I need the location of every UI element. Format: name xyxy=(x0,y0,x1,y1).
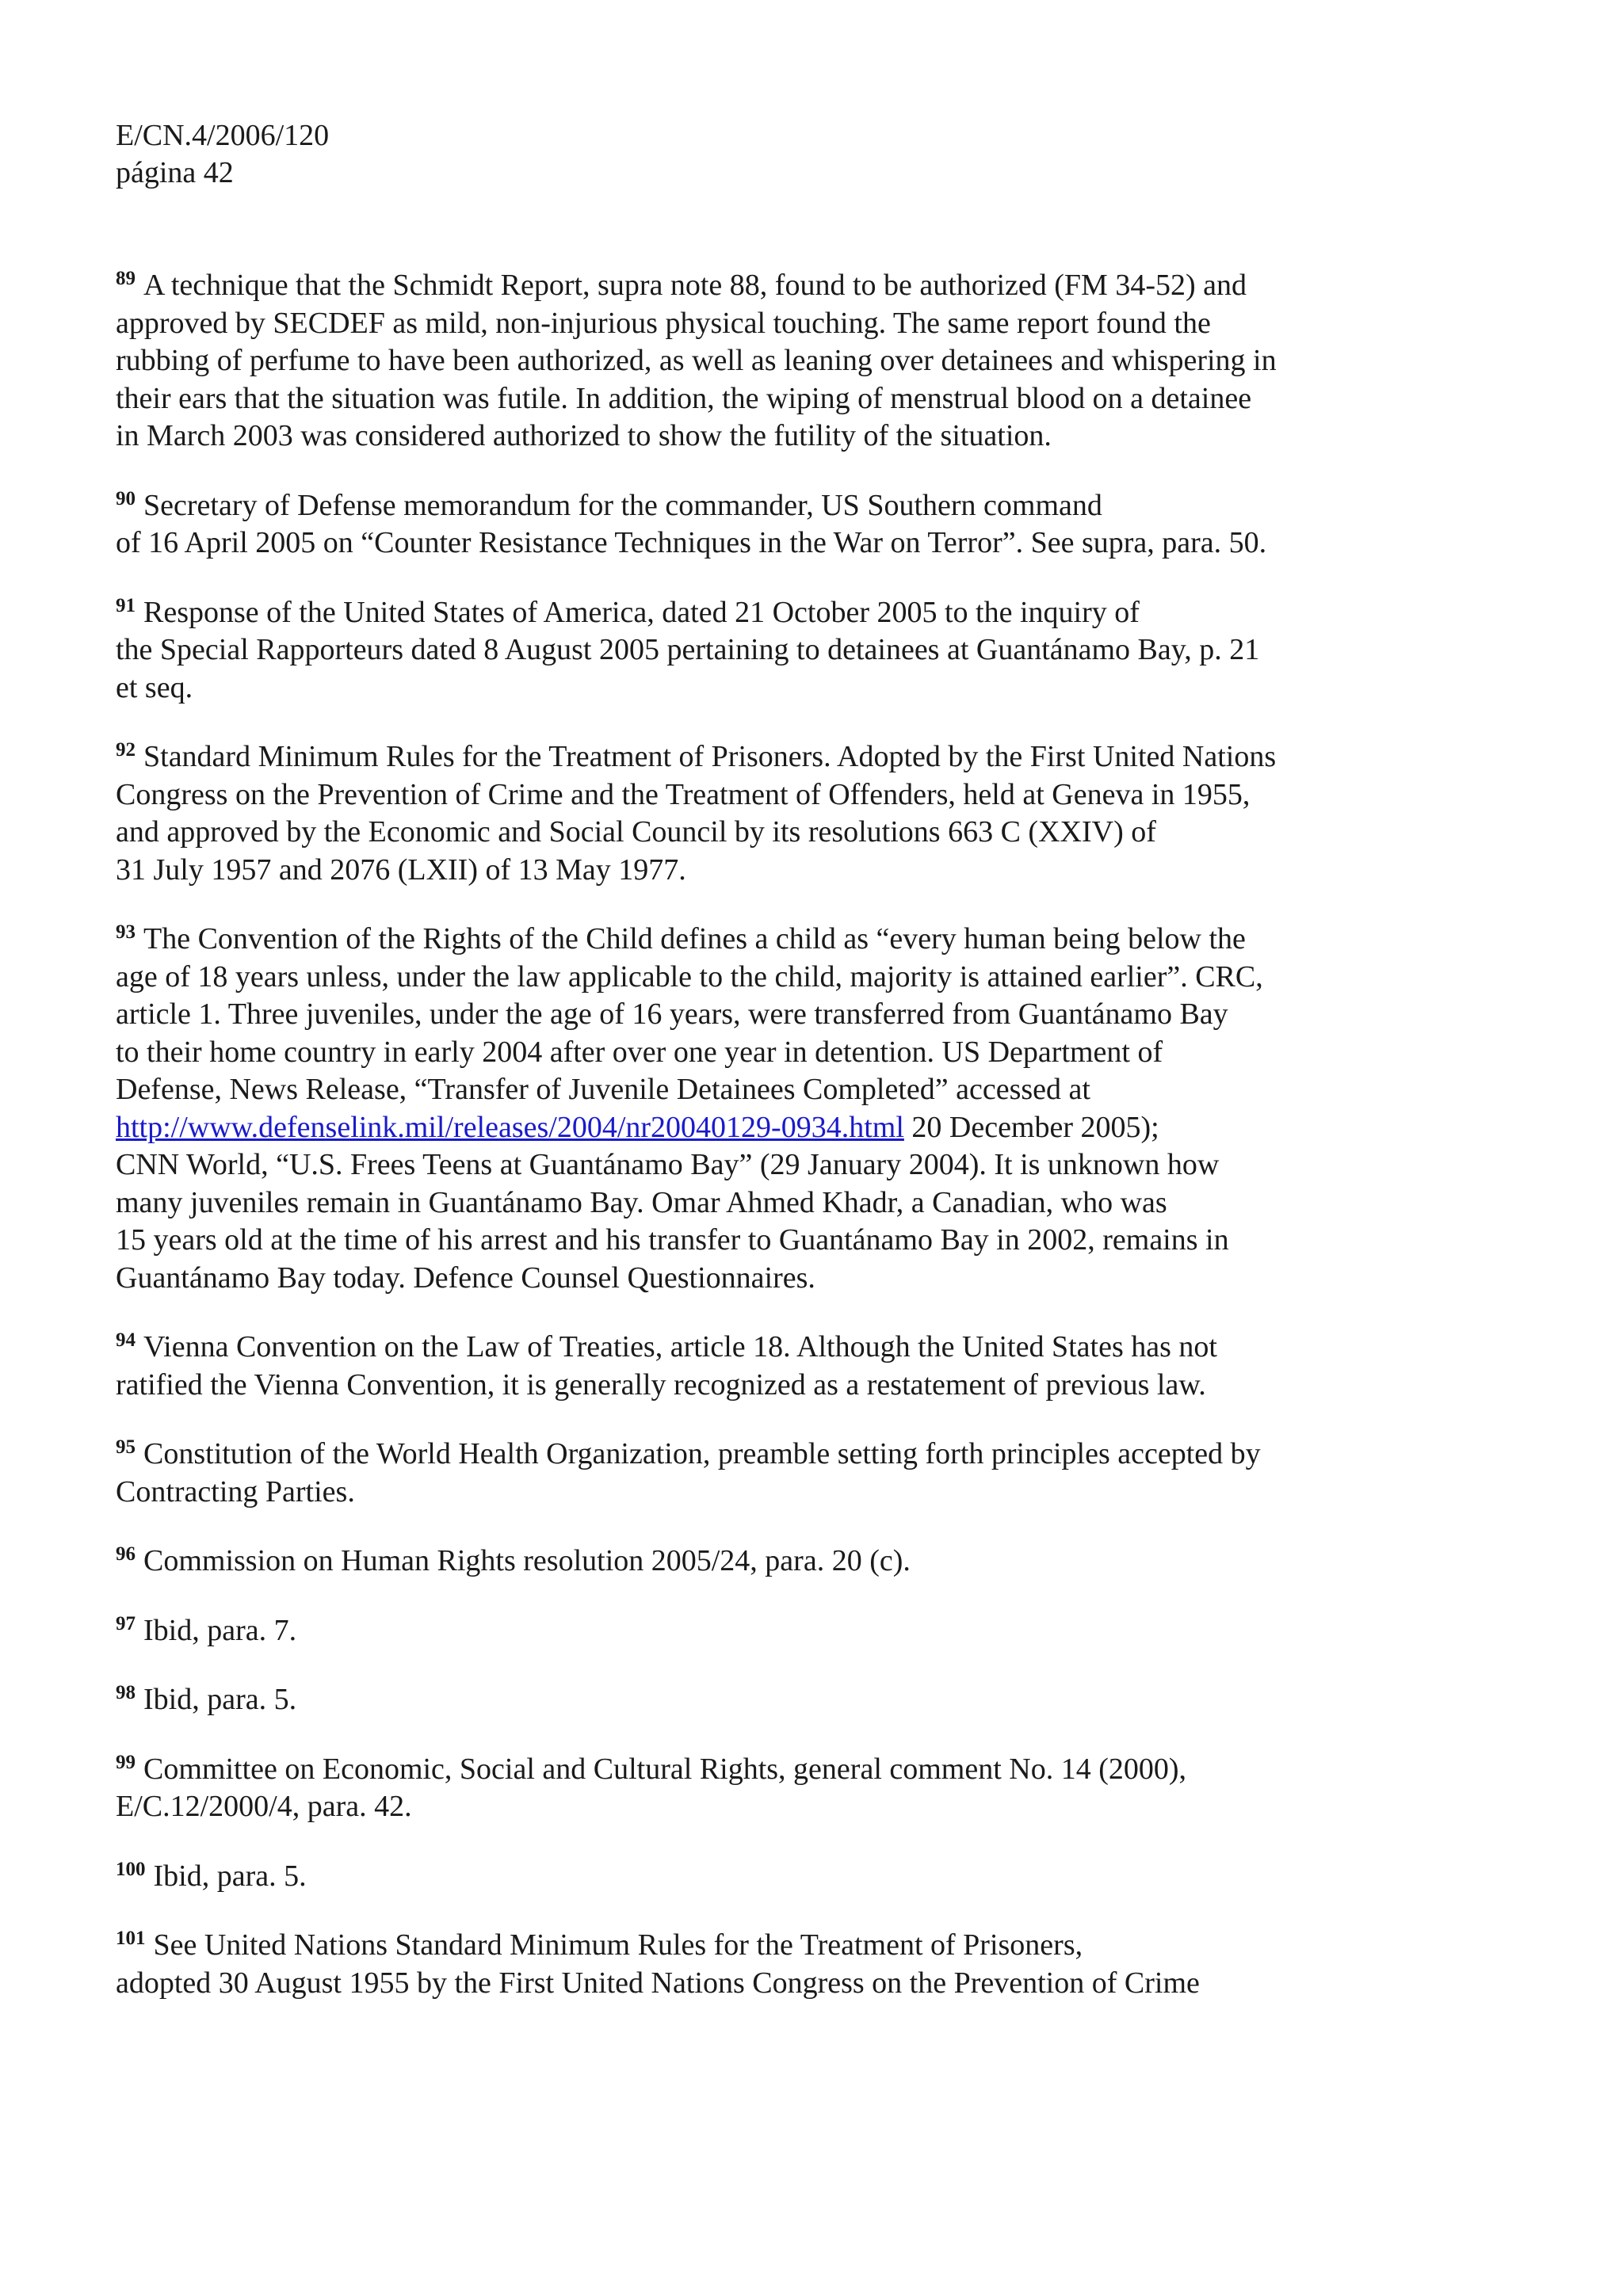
footnote-line: approved by SECDEF as mild, non-injurious physical touching. The same report found the xyxy=(116,306,1211,340)
footnote-number: 93 xyxy=(116,921,136,943)
footnote-line: adopted 30 August 1955 by the First United Nations Congress on the Prevention of Crime xyxy=(116,1966,1200,2000)
footnote-line: Defense, News Release, “Transfer of Juvenile Detainees Completed” accessed at xyxy=(116,1073,1090,1106)
footnote-94 xyxy=(116,1329,1400,1404)
footnote-line: age of 18 years unless, under the law applicable to the child, majority is attained earlier”. CRC, xyxy=(116,959,1263,994)
footnote-number: 90 xyxy=(116,487,136,509)
footnote-line: CNN World, “U.S. Frees Teens at Guantánamo Bay” (29 January 2004). It is unknown how xyxy=(116,1148,1220,1181)
footnote-99 xyxy=(116,1751,1400,1826)
footnote-line: of 16 April 2005 on “Counter Resistance Techniques in the War on Terror”. See supra, para. 50. xyxy=(116,526,1267,559)
footnote-98 xyxy=(116,1681,1400,1719)
footnote-line: in March 2003 was considered authorized to show the futility of the situation. xyxy=(116,419,1052,452)
footnote-line: 31 July 1957 and 2076 (LXII) of 13 May 1977. xyxy=(116,852,686,887)
footnote-89 xyxy=(116,267,1400,456)
footnote-number: 98 xyxy=(116,1682,136,1703)
footnote-number: 101 xyxy=(116,1928,146,1949)
footnote-line: $^{91}$ Response of the United States of America, dated 21 October 2005 to the inquiry of xyxy=(116,594,1140,629)
footnote-97 xyxy=(116,1612,1400,1650)
page-header xyxy=(116,117,329,192)
footnote-101 xyxy=(116,1927,1400,2002)
footnote-number: 92 xyxy=(116,739,136,761)
footnote-line: ratified the Vienna Convention, it is generally recognized as a restatement of previous law. xyxy=(116,1367,1206,1402)
footnote-line: article 1. Three juveniles, under the age of 16 years, were transferred from Guantánamo Bay xyxy=(116,997,1228,1031)
footnote-line: their ears that the situation was futile. In addition, the wiping of menstrual blood on a detainee xyxy=(116,381,1252,415)
footnote-line: Guantánamo Bay today. Defence Counsel Questionnaires. xyxy=(116,1261,815,1295)
document-symbol: E/CN.4/2006/120 xyxy=(116,119,330,152)
footnote-number: 97 xyxy=(116,1612,136,1634)
footnote-line: $^{90}$ Secretary of Defense memorandum for the commander, US Southern command xyxy=(116,487,1102,522)
footnote-number: 100 xyxy=(116,1858,146,1880)
footnote-number: 89 xyxy=(116,268,136,289)
footnote-line: $^{98}$ Ibid, para. 5. xyxy=(116,1682,297,1716)
footnote-line: $^{93}$ The Convention of the Rights of the Child defines a child as “every human being below the xyxy=(116,921,1246,955)
footnote-line: to their home country in early 2004 after over one year in detention. US Department of xyxy=(116,1035,1163,1069)
footnote-line: 15 years old at the time of his arrest and his transfer to Guantánamo Bay in 2002, remains in xyxy=(116,1223,1229,1257)
footnote-line: $^{99}$ Committee on Economic, Social and Cultural Rights, general comment No. 14 (2000), xyxy=(116,1751,1187,1786)
footnote-90 xyxy=(116,487,1400,563)
footnote-line: Congress on the Prevention of Crime and the Treatment of Offenders, held at Geneva in 1955, xyxy=(116,777,1251,811)
footnote-line: $^{92}$ Standard Minimum Rules for the Treatment of Prisoners. Adopted by the First United Nations xyxy=(116,739,1277,773)
footnote-line: $^{101}$ See United Nations Standard Minimum Rules for the Treatment of Prisoners, xyxy=(116,1928,1083,1962)
footnote-line: $^{97}$ Ibid, para. 7. xyxy=(116,1612,297,1647)
footnote-line: the Special Rapporteurs dated 8 August 2005 pertaining to detainees at Guantánamo Bay, p. 21 xyxy=(116,633,1260,666)
footnote-91 xyxy=(116,594,1400,707)
footnotes-list xyxy=(116,267,1400,2034)
page-number: página 42 xyxy=(116,156,234,189)
footnote-number: 99 xyxy=(116,1751,136,1773)
footnote-number: 95 xyxy=(116,1436,136,1458)
footnote-line: many juveniles remain in Guantánamo Bay. Omar Ahmed Khadr, a Canadian, who was xyxy=(116,1185,1167,1219)
footnote-line: et seq. xyxy=(116,670,193,704)
link-suffix-text: 20 December 2005); xyxy=(903,1110,1159,1144)
footnote-line xyxy=(116,1109,1400,1147)
footnote-line: E/C.12/2000/4, para. 42. xyxy=(116,1790,412,1823)
footnote-line: $^{95}$ Constitution of the World Health Organization, preamble setting forth principles accepted by xyxy=(116,1436,1261,1470)
footnote-96 xyxy=(116,1543,1400,1581)
footnote-92 xyxy=(116,738,1400,889)
footnote-line: $^{100}$ Ibid, para. 5. xyxy=(116,1858,307,1893)
footnote-line: $^{89}$ A technique that the Schmidt Report, supra note 88, found to be authorized (FM 34-52) and xyxy=(116,268,1247,302)
footnote-100 xyxy=(116,1858,1400,1896)
footnote-95 xyxy=(116,1436,1400,1511)
footnote-number: 94 xyxy=(116,1329,136,1351)
footnote-number: 91 xyxy=(116,594,136,616)
footnote-line: $^{96}$ Commission on Human Rights resolution 2005/24, para. 20 (c). xyxy=(116,1543,911,1577)
footnote-number: 96 xyxy=(116,1543,136,1565)
footnote-93 xyxy=(116,921,1400,1297)
defenselink-url-link[interactable]: http://www.defenselink.mil/releases/2004/nr20040129-0934.html xyxy=(116,1110,904,1144)
footnote-line: Contracting Parties. xyxy=(116,1474,355,1508)
footnote-line: and approved by the Economic and Social Council by its resolutions 663 C (XXIV) of xyxy=(116,815,1156,849)
footnote-line: rubbing of perfume to have been authorized, as well as leaning over detainees and whispering in xyxy=(116,344,1277,377)
footnote-line: $^{94}$ Vienna Convention on the Law of Treaties, article 18. Although the United States has not xyxy=(116,1329,1217,1363)
